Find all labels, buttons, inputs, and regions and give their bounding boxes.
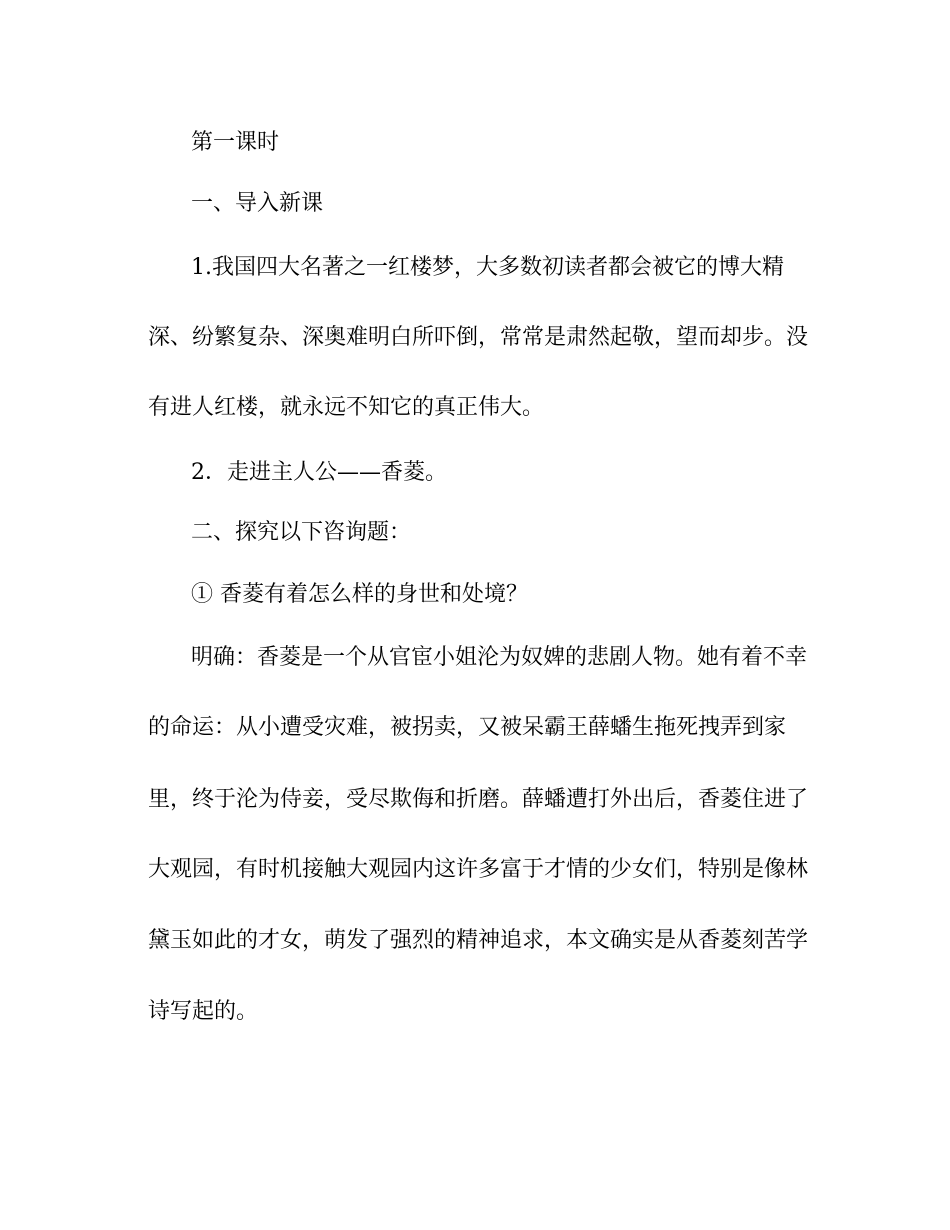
paragraph-line: 的命运：从小遭受灾难，被拐卖，又被呆霸王薛蟠生拖死拽弄到家	[148, 715, 787, 740]
question-line: ① 香菱有着怎么样的身世和处境？	[191, 582, 528, 607]
paragraph-line: 里，终于沦为侍妾，受尽欺侮和折磨。薛蟠遭打外出后，香菱住进了	[148, 787, 809, 812]
paragraph-line: 2．走进主人公——香菱。	[191, 460, 447, 485]
paragraph-line: 深、纷繁复杂、深奥难明白所吓倒，常常是肃然起敬，望而却步。没	[148, 325, 809, 350]
paragraph-line: 大观园，有时机接触大观园内这许多富于才情的少女们，特别是像林	[148, 857, 809, 882]
section-heading-inquiry: 二、探究以下咨询题：	[191, 520, 412, 545]
lesson-heading: 第一课时	[191, 130, 280, 155]
paragraph-line: 黛玉如此的才女，萌发了强烈的精神追求，本文确实是从香菱刻苦学	[148, 928, 809, 953]
paragraph-line: 诗写起的。	[148, 999, 259, 1024]
section-heading-intro: 一、导入新课	[191, 191, 324, 216]
paragraph-line: 明确：香菱是一个从官宦小姐沦为奴婢的悲剧人物。她有着不幸	[191, 645, 808, 670]
paragraph-line: 有进人红楼，就永远不知它的真正伟大。	[148, 395, 545, 420]
paragraph-line: 1.我国四大名著之一红楼梦，大多数初读者都会被它的博大精	[191, 255, 784, 280]
